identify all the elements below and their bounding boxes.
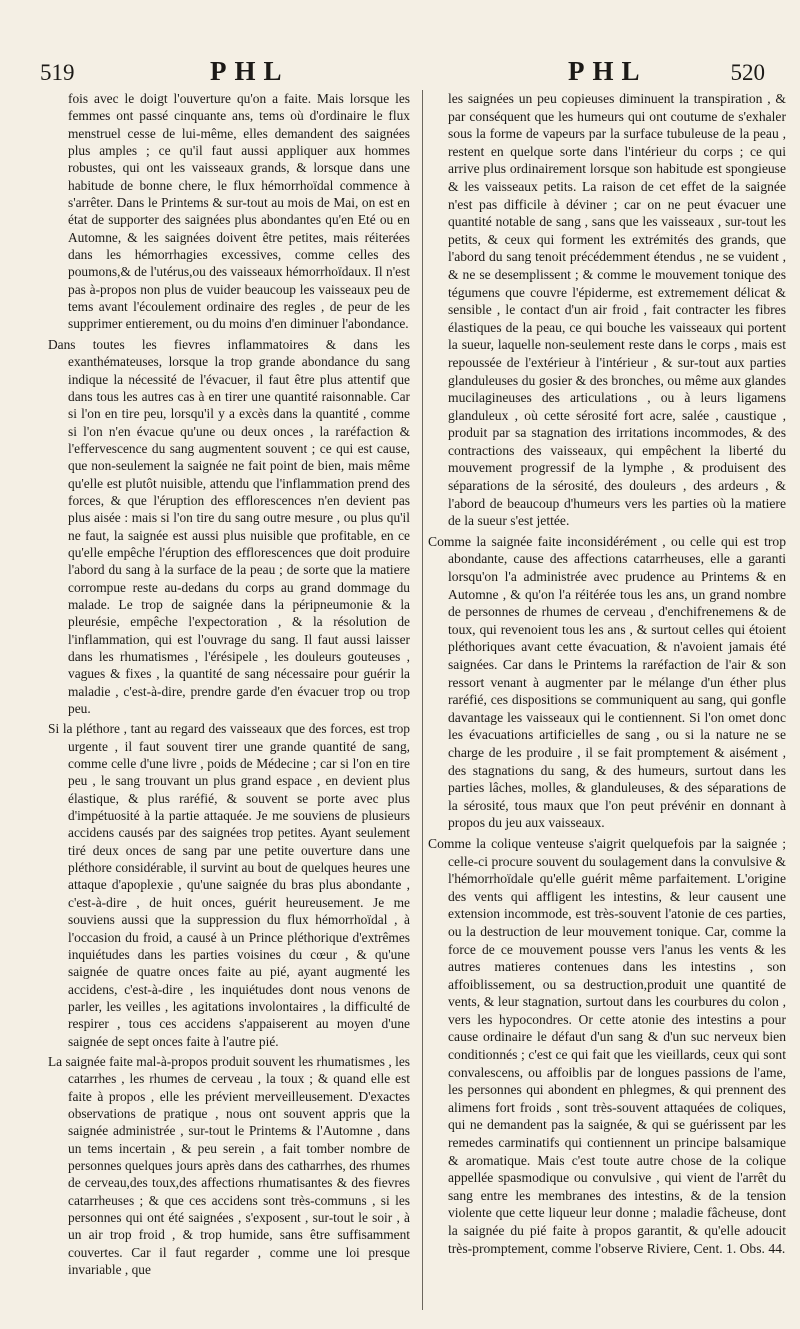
paragraph: Si la pléthore , tant au regard des vaisseaux que des forces, est trop urgente , il faut souvent tirer une grande quantité de sang, comme celle d'une livre , poids de Médecine ; car si l'on en tire peu , le sang trouvant un plus grand espace , en devient plus élastique, & plus raréfié, & souvent se porte avec plus d'impétuosité à la partie attaquée. Je me souviens de plusieurs accidens causés par des saignées trop petites. Ayant seulement tiré deux onces de sang par une petite ouverture dans une pléthore considérable, il survint au bout de quelques heures une attaque d'apoplexie , qu'une saignée du bras plus abondante , c'est-à-dire , de huit onces, guérit heureusement. Je me souviens aussi que la suppression du flux hémorrhoïdal , à l'occasion du froid, a causé à un Prince pléthorique d'extrêmes inquiétudes dans les parties voisines du cœur , & qu'une saignée de quatre onces faite au pié, ayant augmenté les accidens, c'est-à-dire , les inquiétudes dont nous venons de parler, les veilles , les agitations involontaires , la difficulté de respirer , tous ces accidens s'appaiserent au moyen d'une saignée de sept onces faite à l'autre pié. [48,721,410,1049]
paragraph: les saignées un peu copieuses diminuent la transpiration , & par conséquent que les humeurs qui ont coutume de s'exhaler sous la forme de vapeurs par la surface tubuleuse de la peau , restent en quelque sorte dans l'intérieur du corps ; ce qui arrive plus ordinairement lorsque son habitude est spongieuse & les vaisseaux petits. La raison de cet effet de la saignée n'est pas difficile à déviner ; car on ne peut évacuer une quantité notable de sang , sans que les vaisseaux , sur-tout les petits, & ceux qui forment les extrémités des grands, que l'abord du sang tenoit précédemment étendus , ne se vuident , & ne se desemplissent ; & comme le mouvement tonique des tégumens que couvre l'épiderme, est extremement délicat & sensible , le contact d'un air froid , fait contracter les fibres élastiques de la peau, ce qui bouche les vaisseaux qui portent la sueur, laquelle non-seulement reste dans le corps , mais est repoussée de l'extérieur à l'intérieur , & sur-tout aux parties glanduleuses du gosier & des bronches, ou même aux glandes mucilagineuses des articulations , ou à leurs ligamens glanduleux , où cette sérosité fort acre, salée , caustique , produit par sa stagnation des irritations incommodes, & des contractions des vaisseaux, qui empêchent la liberté du mouvement progressif de la lymphe , & produisent des séparations de la sérosité, des douleurs , des ardeurs , & l'abord de beaucoup d'humeurs vers les parties où la matiere de la sueur s'est jettée. [448,91,786,529]
right-column [428,90,786,1312]
paragraph: Comme la saignée faite inconsidérément , ou celle qui est trop abondante, cause des affections catarrheuses, elle a garanti lorsqu'on l'a administrée avec prudence au Printems & en Automne , & qu'on l'a réitérée tous les ans, un grand nombre de personnes de rhumes de cerveau , d'enchifrenemens & de toux, qui revenoient tous les ans , & surtout celles qui étoient pléthoriques avant cette évacuation, & n'avoient jamais été saignées. Car dans le Printems la raréfaction de l'air & son ressort venant à augmenter par le mélange d'un éther plus raréfié, ces dispositions se communiquent au sang, qui gonfle davantage les vaisseaux qui le contiennent. Si l'on omet donc les évacuations artificielles de sang , ou si la nature ne se charge de les produire , il se fait promptement & aisément , des stagnations du sang, & des humeurs, surtout dans les parties lâches, molles, & glanduleuses, & des séparations de la sérosité, tous maux que l'on peut prévénir en donnant à propos du jeu aux vaisseaux. [428,533,786,831]
paragraph: Comme la colique venteuse s'aigrit quelquefois par la saignée ; celle-ci procure souvent du soulagement dans la convulsive & l'hémorrhoïdale qu'elle guérit même parfaitement. L'origine des vents qui affligent les intestins, & leur causent une extension incommode, est très-souvent l'atonie de ces parties, ou la destruction de leur mouvement tonique. Car, comme la force de ce mouvement pousse vers l'anus les vents & les autres matieres contenues dans les intestins , son affoiblissement, ou sa destruction,produit une quantité de vents, & leur stagnation, surtout dans les courbures du colon , vers les hypocondres. Or cette atonie des intestins a pour cause ordinaire le défaut d'un sang & d'un suc nerveux bien conditionnés ; c'est ce qui fait que les vieillards, ceux qui sont convalescens, ou affoiblis par de longues passions de l'ame, les personnes qui abondent en phlegmes, & qui prennent des alimens fort froids , sont très-souvent attaquées de coliques, qui ne demandent pas la saignée, & qui se guérissent par les remedes carminatifs qui contiennent un principe balsamique & aromatique. Mais c'est toute autre chose de la colique appellée spasmodique ou convulsive , qui vient de l'arrêt du sang entre les membranes des intestins, & de la tension violente que cette liqueur leur donne ; maladie fâcheuse, dont la saignée du pié faite à propos garantit, & qu'elle adoucit très-promptement, comme l'observe Riviere, Cent. 1. Obs. 44. [428,835,786,1256]
left-column [48,90,410,1312]
right-running-head: PHL [568,56,648,86]
column-divider [422,90,423,1310]
paragraph: La saignée faite mal-à-propos produit souvent les rhumatismes , les catarrhes , les rhumes de cerveau , la toux ; & quand elle est faite à propos , elle les prévient merveilleusement. D'exactes observations de pratique , nous ont souvent appris que la saignée administrée , sur-tout le Printems & l'Automne , dans un tems incertain , & peu serein , a fait tomber nombre de personnes quelques jours après dans des catharrhes, des rhumes de cerveau,des toux,des affections rhumatisantes & des fievres catarrheuses ; & que ces accidens sont très-communs , si les personnes qui ont été saignées , s'exposent , sur-tout le soir , à un air trop froid , & trop humide, sans être suffisamment couvertes. Car il faut regarder , comme une loi presque invariable , que [48,1053,410,1278]
right-page-number: 520 [730,60,765,85]
left-page-number: 519 [40,60,75,85]
page-header [40,52,765,92]
paragraph: Dans toutes les fievres inflammatoires & dans les exanthémateuses, lorsque la trop grande abondance du sang indique la nécessité de l'évacuer, il faut être plus attentif que dans tous les autres cas à en tirer une quantité raisonnable. Car si l'on en tire peu, lorsqu'il y a excès dans la quantité , comme si l'on n'en évacue qu'une ou deux onces , la raréfaction & l'effervescence du sang augmentent souvent ; ce qui est cause, que non-seulement la saignée ne fait point de bien, mais même qu'elle est plutôt nuisible, attendu que l'inflammation prend des forces, & que l'éruption des efflorescences n'en devient pas plus aisée : mais si l'on tire du sang outre mesure , ou plus qu'il ne faut, la saignée est aussi plus nuisible que profitable, en ce qu'elle empêche l'éruption des efflorescences que doit produire l'abord du sang à la surface de la peau ; de sorte que la matiere corrompue reste au-dedans du corps au grand dommage du malade. Le trop de saignée dans la péripneumonie & la pleurésie, empêche l'expectoration , & la résolution de l'inflammation, qui est l'ouvrage du sang. Il faut aussi laisser dans les rhumatismes , l'érésipele , les douleurs gouteuses , vagues & fixes , la quantité de sang nécessaire pour guérir la maladie , c'est-à-dire, prendre garde d'en évacuer trop ou trop peu. [48,336,410,717]
left-running-head: PHL [210,56,290,86]
paragraph: fois avec le doigt l'ouverture qu'on a faite. Mais lorsque les femmes ont passé cinquante ans, tems où d'ordinaire le flux menstruel cesse de lui-même, elles demandent des saignées plus amples ; ce qu'il faut aussi appliquer aux hommes robustes, qui ont les vaisseaux grands, & lorsque dans une habitude de bonne chere, le flux hémorrhoïdal commence à s'arrêter. Dans le Printems & sur-tout au mois de Mai, on est en état de supporter des saignées plus abondantes qu'en Eté ou en Automne, & les saignées doivent être petites, mais réiterées dans les hémorrhagies excessives, comme celles des poumons,& de l'utérus,ou des vaisseaux hémorrhoïdaux. Il n'est pas à-propos non plus de vuider beaucoup les vaisseaux peu de tems avant l'écoulement ordinaire des regles , de peur de les supprimer entierement, ou du moins d'en diminuer l'abondance. [68,91,410,332]
